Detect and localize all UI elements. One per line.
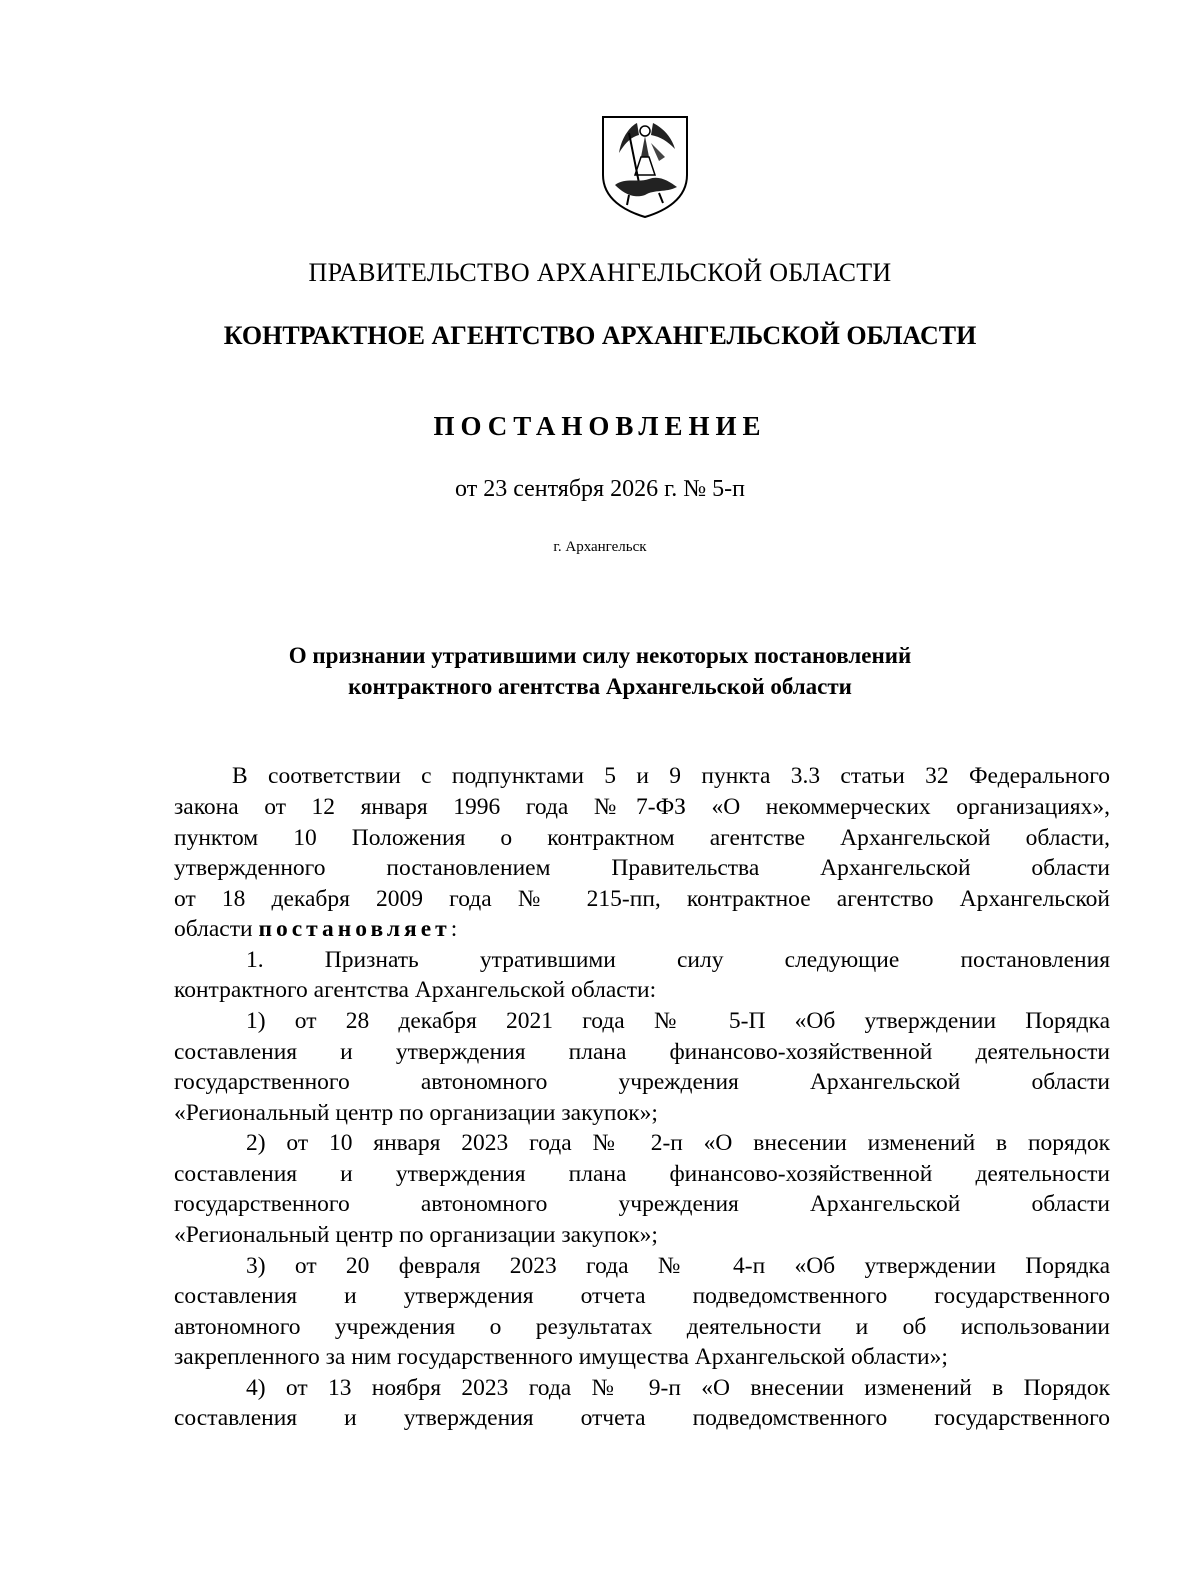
body-line: государственного автономного учреждения Архангельской области	[174, 1069, 1110, 1095]
body-line: области постановляет:	[174, 916, 458, 942]
body-line: государственного автономного учреждения Архангельской области	[174, 1191, 1110, 1217]
body-line: 2) от 10 января 2023 года № 2-п «О внесении изменений в порядок	[246, 1130, 1110, 1156]
body-line: от 18 декабря 2009 года № 215-пп, контрактное агентство Архангельской	[174, 886, 1110, 912]
document-title-line: контрактного агентства Архангельской области	[348, 674, 852, 699]
body-line: пунктом 10 Положения о контрактном агентстве Архангельской области,	[174, 825, 1110, 851]
body-line: 4) от 13 ноября 2023 года № 9-п «О внесении изменений в Порядок	[246, 1375, 1110, 1401]
government-heading: ПРАВИТЕЛЬСТВО АРХАНГЕЛЬСКОЙ ОБЛАСТИ	[308, 258, 892, 287]
document-title	[0, 640, 1200, 702]
body-line: «Региональный центр по организации закупок»;	[174, 1222, 658, 1248]
body-line: утвержденного постановлением Правительства Архангельской области	[174, 855, 1110, 881]
decree-word: постановляет	[258, 916, 451, 942]
coat-of-arms-icon	[599, 113, 691, 219]
body-line: В соответствии с подпунктами 5 и 9 пункта 3.3 статьи 32 Федерального	[232, 763, 1110, 789]
body-line: закона от 12 января 1996 года №7-ФЗ «О некоммерческих организациях»,	[174, 794, 1110, 820]
body-line: 1) от 28 декабря 2021 года № 5-П «Об утверждении Порядка	[246, 1008, 1110, 1034]
body-line: составления и утверждения плана финансово-хозяйственной деятельности	[174, 1039, 1110, 1065]
document-city: г. Архангельск	[553, 539, 647, 555]
document-title-line: О признании утратившими силу некоторых постановлений	[288, 643, 912, 668]
body-line: составления и утверждения плана финансово-хозяйственной деятельности	[174, 1161, 1110, 1187]
body-line: закрепленного за ним государственного имущества Архангельской области»;	[174, 1344, 948, 1370]
document-type-heading: ПОСТАНОВЛЕНИЕ	[433, 411, 767, 441]
body-line: составления и утверждения отчета подведомственного государственного	[174, 1405, 1110, 1431]
body-line: контрактного агентства Архангельской области:	[174, 977, 657, 1003]
agency-heading: КОНТРАКТНОЕ АГЕНТСТВО АРХАНГЕЛЬСКОЙ ОБЛАСТИ	[223, 321, 977, 350]
document-date-number: от 23 сентября 2026 г. № 5-п	[455, 476, 745, 502]
body-line: «Региональный центр по организации закупок»;	[174, 1100, 658, 1126]
body-line: составления и утверждения отчета подведомственного государственного	[174, 1283, 1110, 1309]
body-line: 1. Признать утратившими силу следующие постановления	[246, 947, 1110, 973]
body-line: 3) от 20 февраля 2023 года № 4-п «Об утверждении Порядка	[246, 1253, 1110, 1279]
body-line: автономного учреждения о результатах деятельности и об использовании	[174, 1314, 1110, 1340]
